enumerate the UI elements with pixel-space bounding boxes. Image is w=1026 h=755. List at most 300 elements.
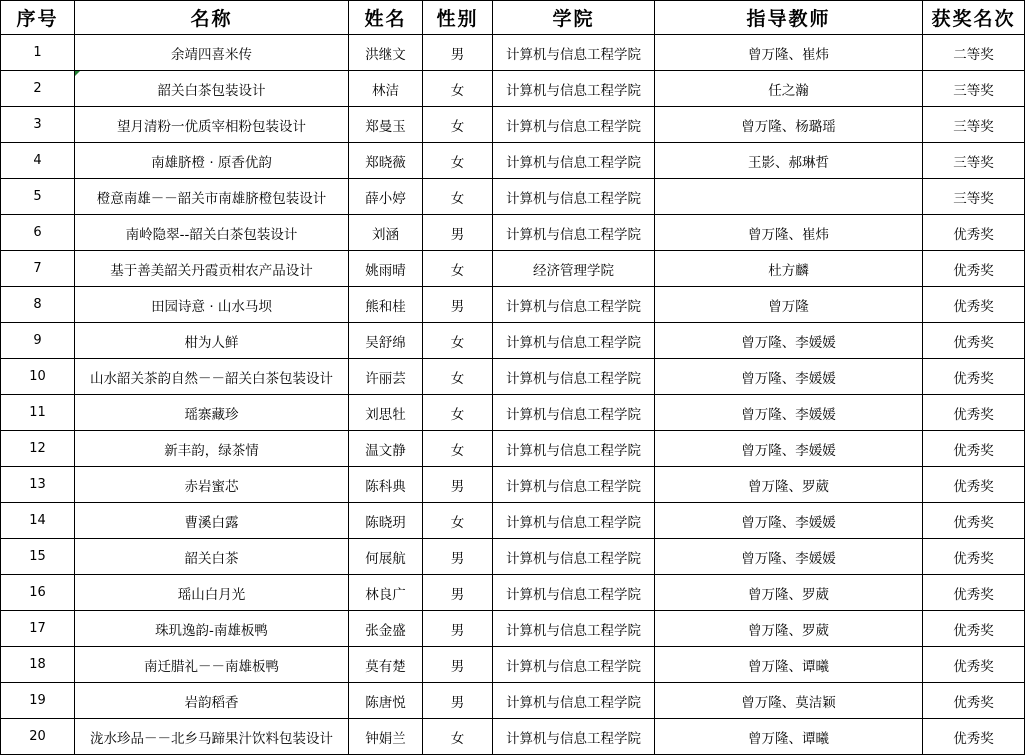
cell-advisor[interactable] [655, 395, 923, 431]
table-row [1, 107, 1025, 143]
cell-gender[interactable] [423, 35, 493, 71]
cell-advisor[interactable] [655, 215, 923, 251]
cell-advisor[interactable] [655, 107, 923, 143]
cell-college[interactable] [493, 719, 655, 755]
cell-student-text: 郑曼玉 [365, 118, 406, 135]
cell-name-text: 珠玑逸韵-南雄板鸭 [155, 622, 268, 639]
cell-award-text: 优秀奖 [953, 370, 994, 387]
table-row [1, 143, 1025, 179]
cell-name-text: 南迁腊礼－－南雄板鸭 [144, 658, 279, 675]
cell-college[interactable] [493, 215, 655, 251]
cell-gender[interactable] [423, 215, 493, 251]
table-row [1, 503, 1025, 539]
cell-award-text: 三等奖 [953, 154, 994, 171]
cell-advisor-text: 曾万隆、谭曦 [748, 730, 829, 747]
cell-student[interactable] [349, 359, 423, 395]
cell-student[interactable] [349, 575, 423, 611]
cell-seq-text: 8 [33, 297, 42, 312]
table-row [1, 611, 1025, 647]
header-seq[interactable]: 序号 [1, 1, 75, 35]
cell-name[interactable] [75, 35, 349, 71]
cell-seq-text: 5 [33, 189, 42, 204]
cell-gender-text: 女 [450, 190, 465, 207]
cell-gender-text: 女 [450, 406, 465, 423]
cell-seq[interactable] [1, 287, 75, 323]
table-row [1, 683, 1025, 719]
cell-award[interactable] [923, 719, 1025, 755]
cell-advisor[interactable] [655, 359, 923, 395]
cell-college[interactable] [493, 503, 655, 539]
cell-college[interactable] [493, 287, 655, 323]
cell-gender[interactable] [423, 647, 493, 683]
table-row [1, 35, 1025, 71]
cell-award-text: 三等奖 [953, 190, 994, 207]
cell-student[interactable] [349, 323, 423, 359]
cell-seq[interactable] [1, 719, 75, 755]
cell-seq-text: 7 [33, 261, 42, 276]
cell-college[interactable] [493, 395, 655, 431]
cell-advisor[interactable] [655, 71, 923, 107]
cell-gender[interactable] [423, 107, 493, 143]
cell-seq[interactable] [1, 611, 75, 647]
cell-college-text: 计算机与信息工程学院 [506, 586, 641, 603]
cell-college-text: 计算机与信息工程学院 [506, 478, 641, 495]
header-student[interactable]: 姓名 [349, 1, 423, 35]
cell-seq[interactable] [1, 431, 75, 467]
cell-seq[interactable] [1, 35, 75, 71]
cell-student[interactable] [349, 35, 423, 71]
cell-seq-text: 15 [29, 549, 46, 564]
cell-gender[interactable] [423, 467, 493, 503]
cell-award-text: 优秀奖 [953, 298, 994, 315]
cell-seq-text: 9 [33, 333, 42, 348]
cell-name[interactable] [75, 467, 349, 503]
cell-student[interactable] [349, 539, 423, 575]
cell-seq-text: 19 [29, 693, 46, 708]
cell-award[interactable] [923, 251, 1025, 287]
cell-college-text: 计算机与信息工程学院 [506, 334, 641, 351]
cell-name-text: 田园诗意 · 山水马坝 [151, 298, 272, 315]
table-row [1, 251, 1025, 287]
table-row [1, 359, 1025, 395]
cell-advisor[interactable] [655, 35, 923, 71]
cell-advisor[interactable] [655, 683, 923, 719]
cell-gender-text: 男 [450, 586, 465, 603]
table-row [1, 287, 1025, 323]
table-row [1, 431, 1025, 467]
cell-advisor[interactable] [655, 323, 923, 359]
cell-seq-text: 6 [33, 225, 42, 240]
table-row [1, 71, 1025, 107]
cell-name[interactable] [75, 539, 349, 575]
cell-name[interactable] [75, 647, 349, 683]
cell-student-text: 陈晓玥 [365, 514, 406, 531]
table-row [1, 539, 1025, 575]
cell-college-text: 计算机与信息工程学院 [506, 514, 641, 531]
cell-seq[interactable] [1, 467, 75, 503]
cell-award[interactable] [923, 539, 1025, 575]
table-row [1, 179, 1025, 215]
cell-student-text: 林良广 [365, 586, 406, 603]
cell-student-text: 莫有楚 [365, 658, 406, 675]
comment-indicator-icon [75, 71, 80, 76]
cell-advisor[interactable] [655, 287, 923, 323]
cell-name-text: 新丰韵，绿茶情 [164, 442, 259, 459]
cell-gender[interactable] [423, 719, 493, 755]
cell-college-text: 计算机与信息工程学院 [506, 550, 641, 567]
cell-name-text: 岩韵稻香 [184, 694, 239, 711]
cell-gender-text: 女 [450, 730, 465, 747]
cell-advisor-text: 曾万隆、罗葳 [748, 622, 829, 639]
cell-seq[interactable] [1, 179, 75, 215]
cell-college[interactable] [493, 35, 655, 71]
cell-college-text: 计算机与信息工程学院 [506, 694, 641, 711]
cell-award-text: 优秀奖 [953, 406, 994, 423]
cell-seq-text: 10 [29, 369, 46, 384]
cell-college-text: 计算机与信息工程学院 [506, 730, 641, 747]
cell-student[interactable] [349, 179, 423, 215]
cell-name-text: 山水韶关茶韵自然－－韶关白茶包装设计 [90, 370, 333, 387]
cell-college[interactable] [493, 575, 655, 611]
cell-award-text: 优秀奖 [953, 550, 994, 567]
cell-award[interactable] [923, 323, 1025, 359]
cell-award-text: 优秀奖 [953, 514, 994, 531]
table-body [1, 35, 1025, 755]
cell-name[interactable] [75, 71, 349, 107]
cell-name[interactable] [75, 683, 349, 719]
cell-advisor-text: 任之瀚 [768, 82, 809, 99]
cell-award-text: 优秀奖 [953, 586, 994, 603]
cell-student[interactable] [349, 683, 423, 719]
cell-student-text: 熊和桂 [365, 298, 406, 315]
cell-gender[interactable] [423, 71, 493, 107]
cell-award[interactable] [923, 611, 1025, 647]
cell-college[interactable] [493, 107, 655, 143]
cell-award[interactable] [923, 107, 1025, 143]
cell-gender-text: 女 [450, 370, 465, 387]
header-name[interactable]: 名称 [75, 1, 349, 35]
cell-name[interactable] [75, 359, 349, 395]
cell-gender-text: 女 [450, 514, 465, 531]
table-row [1, 323, 1025, 359]
cell-advisor-text: 曾万隆、罗葳 [748, 478, 829, 495]
cell-advisor[interactable] [655, 467, 923, 503]
cell-gender-text: 男 [450, 226, 465, 243]
cell-advisor-text: 王影、郝琳哲 [748, 154, 829, 171]
cell-gender-text: 女 [450, 82, 465, 99]
cell-student[interactable] [349, 71, 423, 107]
cell-gender[interactable] [423, 287, 493, 323]
cell-seq[interactable] [1, 503, 75, 539]
cell-award[interactable] [923, 647, 1025, 683]
cell-student[interactable] [349, 215, 423, 251]
cell-gender[interactable] [423, 179, 493, 215]
cell-student-text: 温文静 [365, 442, 406, 459]
header-gender[interactable]: 性别 [423, 1, 493, 35]
cell-seq[interactable] [1, 575, 75, 611]
cell-award[interactable] [923, 467, 1025, 503]
cell-seq-text: 18 [29, 657, 46, 672]
cell-name[interactable] [75, 575, 349, 611]
cell-name-text: 望月清粉一优质宰相粉包装设计 [117, 118, 306, 135]
cell-advisor[interactable] [655, 503, 923, 539]
cell-name[interactable] [75, 107, 349, 143]
cell-college[interactable] [493, 431, 655, 467]
cell-college[interactable] [493, 143, 655, 179]
cell-college[interactable] [493, 467, 655, 503]
cell-award-text: 优秀奖 [953, 730, 994, 747]
cell-award[interactable] [923, 395, 1025, 431]
cell-college-text: 计算机与信息工程学院 [506, 226, 641, 243]
cell-advisor[interactable] [655, 251, 923, 287]
cell-seq[interactable] [1, 215, 75, 251]
cell-seq-text: 1 [33, 45, 42, 60]
cell-student-text: 何展航 [365, 550, 406, 567]
cell-award[interactable] [923, 503, 1025, 539]
cell-seq[interactable] [1, 359, 75, 395]
cell-advisor[interactable] [655, 179, 923, 215]
cell-name[interactable] [75, 323, 349, 359]
cell-gender-text: 男 [450, 622, 465, 639]
cell-gender[interactable] [423, 323, 493, 359]
cell-award[interactable] [923, 179, 1025, 215]
cell-award-text: 优秀奖 [953, 694, 994, 711]
cell-advisor-text: 曾万隆、谭曦 [748, 658, 829, 675]
cell-college-text: 计算机与信息工程学院 [506, 46, 641, 63]
header-advisor[interactable]: 指导教师 [655, 1, 923, 35]
cell-college[interactable] [493, 71, 655, 107]
cell-college[interactable] [493, 611, 655, 647]
cell-name[interactable] [75, 215, 349, 251]
cell-name-text: 赤岩蜜芯 [184, 478, 239, 495]
cell-college-text: 计算机与信息工程学院 [506, 442, 641, 459]
cell-name-text: 韶关白茶包装设计 [157, 82, 266, 99]
cell-gender[interactable] [423, 251, 493, 287]
cell-advisor-text: 曾万隆、李媛媛 [741, 334, 836, 351]
cell-gender-text: 男 [450, 694, 465, 711]
cell-college-text: 计算机与信息工程学院 [506, 406, 641, 423]
cell-student[interactable] [349, 431, 423, 467]
cell-gender-text: 男 [450, 550, 465, 567]
cell-seq[interactable] [1, 71, 75, 107]
cell-name-text: 柑为人鲜 [184, 334, 239, 351]
cell-advisor[interactable] [655, 575, 923, 611]
cell-gender-text: 女 [450, 262, 465, 279]
table-row [1, 719, 1025, 755]
cell-advisor[interactable] [655, 143, 923, 179]
cell-student-text: 陈唐悦 [365, 694, 406, 711]
cell-seq[interactable] [1, 683, 75, 719]
cell-gender[interactable] [423, 575, 493, 611]
cell-award-text: 优秀奖 [953, 478, 994, 495]
cell-advisor-text: 曾万隆、崔炜 [748, 46, 829, 63]
cell-college[interactable] [493, 647, 655, 683]
cell-advisor-text: 曾万隆、罗葳 [748, 586, 829, 603]
cell-seq[interactable] [1, 143, 75, 179]
cell-gender-text: 女 [450, 118, 465, 135]
cell-student-text: 张金盛 [365, 622, 406, 639]
cell-student-text: 郑晓薇 [365, 154, 406, 171]
header-row [1, 1, 1025, 35]
table-row [1, 647, 1025, 683]
cell-college-text: 计算机与信息工程学院 [506, 298, 641, 315]
cell-award-text: 优秀奖 [953, 262, 994, 279]
cell-student-text: 刘涵 [372, 226, 399, 243]
cell-college-text: 计算机与信息工程学院 [506, 190, 641, 207]
cell-award-text: 优秀奖 [953, 622, 994, 639]
cell-name-text: 韶关白茶 [184, 550, 239, 567]
cell-advisor-text: 曾万隆、李媛媛 [741, 370, 836, 387]
cell-student-text: 姚雨晴 [365, 262, 406, 279]
cell-college[interactable] [493, 359, 655, 395]
cell-seq-text: 3 [33, 117, 42, 132]
cell-award-text: 三等奖 [953, 118, 994, 135]
cell-student[interactable] [349, 287, 423, 323]
cell-award[interactable] [923, 287, 1025, 323]
cell-advisor-text: 杜方麟 [768, 262, 809, 279]
cell-student[interactable] [349, 251, 423, 287]
cell-seq-text: 14 [29, 513, 46, 528]
cell-college[interactable] [493, 179, 655, 215]
cell-advisor[interactable] [655, 431, 923, 467]
cell-name[interactable] [75, 179, 349, 215]
cell-name-text: 泷水珍品－－北乡马蹄果汁饮料包装设计 [90, 730, 333, 747]
cell-award[interactable] [923, 431, 1025, 467]
table-row [1, 395, 1025, 431]
cell-college-text: 计算机与信息工程学院 [506, 154, 641, 171]
table-row [1, 575, 1025, 611]
cell-student-text: 钟娟兰 [365, 730, 406, 747]
cell-student-text: 许丽芸 [365, 370, 406, 387]
cell-gender[interactable] [423, 431, 493, 467]
cell-seq[interactable] [1, 395, 75, 431]
cell-college-text: 计算机与信息工程学院 [506, 370, 641, 387]
cell-name[interactable] [75, 719, 349, 755]
cell-gender-text: 女 [450, 154, 465, 171]
cell-gender[interactable] [423, 611, 493, 647]
cell-name-text: 基于善美韶关丹霞贡柑农产品设计 [110, 262, 313, 279]
cell-award[interactable] [923, 683, 1025, 719]
cell-award-text: 优秀奖 [953, 442, 994, 459]
cell-name-text: 曹溪白露 [184, 514, 239, 531]
cell-seq-text: 17 [29, 621, 46, 636]
cell-student[interactable] [349, 143, 423, 179]
cell-name-text: 南雄脐橙 · 原香优韵 [151, 154, 272, 171]
cell-student[interactable] [349, 467, 423, 503]
cell-student[interactable] [349, 719, 423, 755]
cell-gender-text: 女 [450, 334, 465, 351]
cell-college[interactable] [493, 539, 655, 575]
cell-student-text: 吴舒绵 [365, 334, 406, 351]
cell-gender-text: 男 [450, 658, 465, 675]
cell-name[interactable] [75, 143, 349, 179]
cell-award[interactable] [923, 215, 1025, 251]
cell-college-text: 计算机与信息工程学院 [506, 118, 641, 135]
cell-college-text: 计算机与信息工程学院 [506, 622, 641, 639]
cell-advisor[interactable] [655, 539, 923, 575]
cell-award-text: 优秀奖 [953, 226, 994, 243]
cell-student-text: 薛小婷 [365, 190, 406, 207]
cell-gender-text: 男 [450, 298, 465, 315]
cell-seq-text: 12 [29, 441, 46, 456]
cell-seq-text: 4 [33, 153, 42, 168]
cell-award-text: 二等奖 [953, 46, 994, 63]
cell-advisor[interactable] [655, 719, 923, 755]
cell-name[interactable] [75, 503, 349, 539]
cell-gender[interactable] [423, 539, 493, 575]
cell-award[interactable] [923, 575, 1025, 611]
cell-name[interactable] [75, 611, 349, 647]
cell-name[interactable] [75, 287, 349, 323]
cell-student[interactable] [349, 503, 423, 539]
cell-award[interactable] [923, 35, 1025, 71]
cell-student[interactable] [349, 107, 423, 143]
cell-student[interactable] [349, 611, 423, 647]
cell-gender[interactable] [423, 683, 493, 719]
cell-student[interactable] [349, 647, 423, 683]
cell-seq[interactable] [1, 539, 75, 575]
cell-college[interactable] [493, 251, 655, 287]
cell-name[interactable] [75, 431, 349, 467]
cell-seq-text: 2 [33, 81, 42, 96]
cell-advisor-text: 曾万隆、李媛媛 [741, 550, 836, 567]
cell-name-text: 瑶寨藏珍 [184, 406, 239, 423]
cell-college-text: 计算机与信息工程学院 [506, 82, 641, 99]
cell-seq-text: 11 [29, 405, 46, 420]
cell-seq[interactable] [1, 107, 75, 143]
cell-seq-text: 13 [29, 477, 46, 492]
cell-gender[interactable] [423, 143, 493, 179]
cell-gender[interactable] [423, 503, 493, 539]
cell-seq[interactable] [1, 323, 75, 359]
cell-name[interactable] [75, 251, 349, 287]
cell-student-text: 洪继文 [365, 46, 406, 63]
cell-gender[interactable] [423, 359, 493, 395]
cell-seq[interactable] [1, 647, 75, 683]
cell-advisor-text: 曾万隆 [768, 298, 809, 315]
cell-advisor[interactable] [655, 647, 923, 683]
cell-college-text: 计算机与信息工程学院 [506, 658, 641, 675]
cell-award-text: 三等奖 [953, 82, 994, 99]
header-college[interactable]: 学院 [493, 1, 655, 35]
cell-award-text: 优秀奖 [953, 658, 994, 675]
cell-student[interactable] [349, 395, 423, 431]
cell-advisor-text: 曾万隆、李媛媛 [741, 406, 836, 423]
cell-college-text: 经济管理学院 [533, 262, 614, 279]
cell-name-text: 橙意南雄－－韶关市南雄脐橙包装设计 [96, 190, 327, 207]
cell-college[interactable] [493, 683, 655, 719]
cell-award[interactable] [923, 359, 1025, 395]
cell-gender[interactable] [423, 395, 493, 431]
cell-gender-text: 男 [450, 46, 465, 63]
cell-award-text: 优秀奖 [953, 334, 994, 351]
cell-advisor[interactable] [655, 611, 923, 647]
header-award[interactable]: 获奖名次 [923, 1, 1025, 35]
cell-name-text: 瑶山白月光 [177, 586, 246, 603]
cell-college[interactable] [493, 323, 655, 359]
cell-award[interactable] [923, 143, 1025, 179]
cell-gender-text: 男 [450, 478, 465, 495]
cell-name-text: 南岭隐翠--韶关白茶包装设计 [125, 226, 298, 243]
cell-gender-text: 女 [450, 442, 465, 459]
cell-seq-text: 16 [29, 585, 46, 600]
table-row [1, 215, 1025, 251]
cell-name[interactable] [75, 395, 349, 431]
cell-advisor-text: 曾万隆、李媛媛 [741, 442, 836, 459]
cell-award[interactable] [923, 71, 1025, 107]
cell-seq[interactable] [1, 251, 75, 287]
cell-advisor-text: 曾万隆、莫洁颖 [741, 694, 836, 711]
